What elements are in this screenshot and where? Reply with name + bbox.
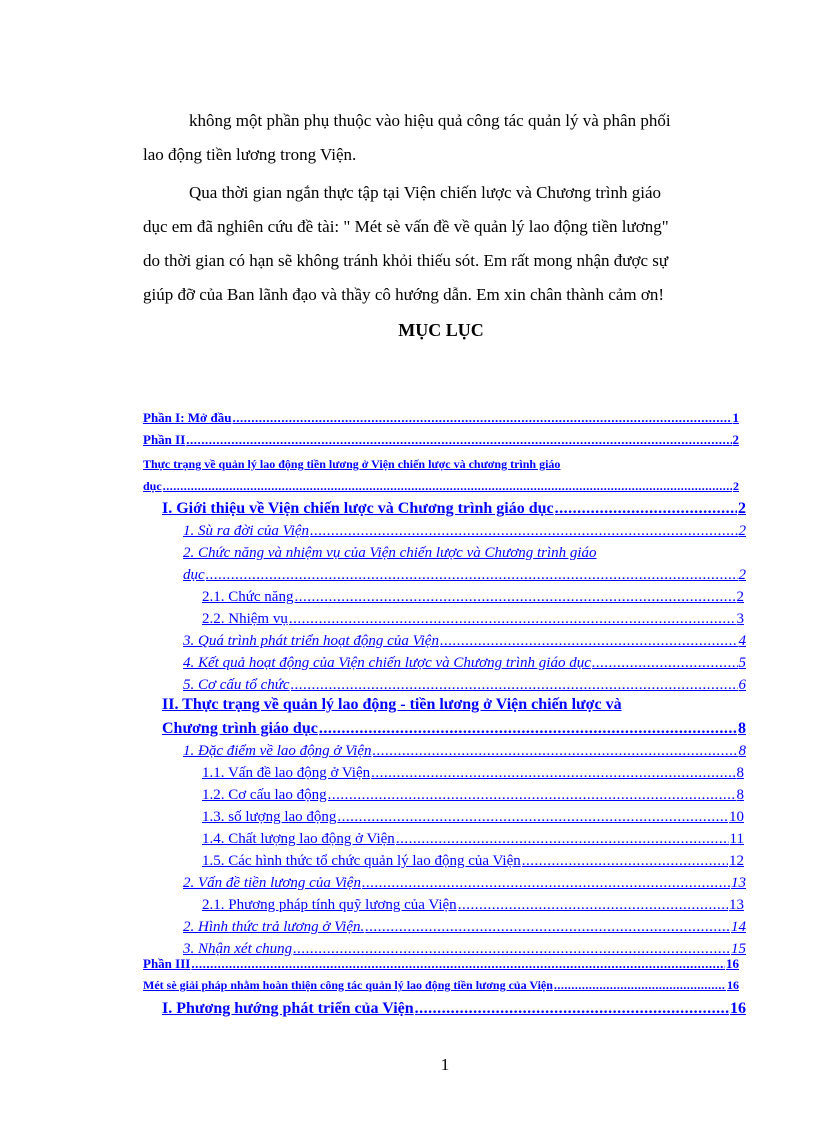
toc-entry-title: 2. Hình thức trả lương ở Viện. <box>183 919 365 935</box>
toc-leader <box>365 919 730 936</box>
toc-entry[interactable] <box>183 738 746 760</box>
toc-leader <box>163 479 732 494</box>
toc-leader <box>289 611 736 628</box>
paragraph-line: không một phần phụ thuộc vào hiệu quả công tác quản lý và phân phối <box>189 111 671 130</box>
toc-entry-title: 1. Sù ra đời của Viện <box>183 523 310 539</box>
toc-leader <box>186 432 731 448</box>
toc-entry[interactable] <box>143 406 739 426</box>
toc-entry[interactable] <box>162 716 746 738</box>
toc-entry[interactable] <box>183 562 746 584</box>
toc-leader <box>415 1000 729 1018</box>
toc-leader <box>232 410 731 426</box>
toc-entry-page: 6 <box>738 677 746 693</box>
toc-entry-page: 2 <box>738 523 746 539</box>
toc-entry[interactable] <box>202 782 744 804</box>
page-number: 1 <box>440 1055 450 1074</box>
toc-entry-page: 5 <box>738 655 746 671</box>
toc-entry-page: 8 <box>736 765 744 781</box>
toc-entry-page: 14 <box>731 919 746 935</box>
toc-entry-title: Phần III <box>143 956 191 971</box>
toc-entry-page: 10 <box>729 809 744 825</box>
toc-entry-title: dục <box>143 479 162 493</box>
toc-entry-page: 11 <box>729 831 744 847</box>
toc-entry-page: 13 <box>731 875 746 891</box>
toc-entry-page: 2 <box>732 432 739 447</box>
toc-entry-page: 8 <box>736 787 744 803</box>
paragraph-line: do thời gian có hạn sẽ không tránh khỏi thiếu sót. Em rất mong nhận được sự <box>143 251 669 270</box>
toc-entry-title: dục <box>183 567 205 583</box>
toc-leader <box>362 875 730 892</box>
toc-leader <box>328 787 736 804</box>
toc-leader <box>396 831 729 848</box>
toc-entry-title: 4. Kết quả hoạt động của Viện chiến lược và Chương trình giáo dục <box>183 655 591 671</box>
toc-entry-title: 3. Quá trình phát triển hoạt động của Viện <box>183 633 439 649</box>
toc-entry-page: 2 <box>738 567 746 583</box>
toc-entry[interactable] <box>183 540 746 562</box>
toc-entry[interactable] <box>202 584 744 606</box>
toc-entry-page: 8 <box>738 743 746 759</box>
toc-entry[interactable] <box>183 672 746 694</box>
toc-entry[interactable] <box>183 650 746 672</box>
toc-entry-page: 8 <box>738 720 746 737</box>
toc-entry-title: Chương trình giáo dục <box>162 720 318 737</box>
toc-entry-title: II. Thực trạng về quản lý lao động - tiền lương ở Viện chiến lược và <box>162 696 622 713</box>
toc-entry[interactable] <box>162 994 746 1018</box>
toc-entry-title: 1.1. Vấn đề lao động ở Viện <box>202 765 371 781</box>
toc-entry-title: 3. Nhận xét chung <box>183 941 293 957</box>
toc-leader <box>554 978 726 993</box>
toc-entry-title: Thực trạng về quản lý lao động tiền lương ở Viện chiến lược và chương trình giáo <box>143 457 561 471</box>
toc-entry-title: 1.5. Các hình thức tổ chức quản lý lao động của Viện <box>202 853 521 869</box>
toc-leader <box>337 809 728 826</box>
toc-entry[interactable] <box>202 760 744 782</box>
toc-leader <box>319 720 737 738</box>
toc-entry[interactable] <box>202 804 744 826</box>
toc-leader <box>555 500 737 518</box>
paragraph-line: dục em đã nghiên cứu đề tài: " Mét sè vấn đề về quản lý lao động tiền lương" <box>143 217 669 236</box>
toc-entry[interactable] <box>143 973 739 993</box>
toc-entry[interactable] <box>183 628 746 650</box>
toc-entry-title: 1.2. Cơ cấu lao động <box>202 787 327 803</box>
toc-leader <box>310 523 737 540</box>
toc-entry-title: 2. Vấn đề tiền lương của Viện <box>183 875 361 891</box>
toc-entry-title: 1. Đặc điểm về lao động ở Viện <box>183 743 372 759</box>
toc-entry-page: 16 <box>727 978 739 992</box>
toc-entry[interactable] <box>143 452 739 472</box>
toc-entry-title: I. Giới thiệu về Viện chiến lược và Chương trình giáo dục <box>162 500 554 517</box>
toc-entry[interactable] <box>183 870 746 892</box>
toc-entry-page: 12 <box>729 853 744 869</box>
toc-entry[interactable] <box>202 892 744 914</box>
toc-entry-title: 1.4. Chất lượng lao động ở Viện <box>202 831 395 847</box>
toc-entry-page: 2 <box>736 589 744 605</box>
toc-leader <box>206 567 738 584</box>
toc-entry-title: Phần II <box>143 432 186 447</box>
toc-entry[interactable] <box>162 496 746 518</box>
toc-entry-page: 16 <box>730 1000 746 1017</box>
toc-entry[interactable] <box>202 848 744 870</box>
toc-entry-title: 2.1. Phương pháp tính quỹ lương của Viện <box>202 897 457 913</box>
toc-entry[interactable] <box>162 692 746 714</box>
toc-entry-page: 16 <box>726 956 739 971</box>
toc-leader <box>592 655 738 672</box>
toc-entry[interactable] <box>143 954 739 972</box>
toc-entry-title: 5. Cơ cấu tổ chức <box>183 677 290 693</box>
toc-entry-title: 2.1. Chức năng <box>202 589 294 605</box>
toc-entry-title: I. Phương hướng phát triển của Viện <box>162 1000 414 1017</box>
paragraph-line: lao động tiền lương trong Viện. <box>143 145 357 164</box>
toc-entry-page: 3 <box>736 611 744 627</box>
toc-entry-page: 2 <box>738 500 746 517</box>
toc-entry-page: 15 <box>731 941 746 957</box>
toc-leader <box>373 743 738 760</box>
toc-entry-title: 2.2. Nhiệm vụ <box>202 611 288 627</box>
toc-leader <box>371 765 735 782</box>
toc-entry[interactable] <box>183 518 746 540</box>
toc-entry[interactable] <box>202 606 744 628</box>
toc-entry-title: Phần I: Mở đầu <box>143 410 232 425</box>
paragraph-line: Qua thời gian ngắn thực tập tại Viện chiến lược và Chương trình giáo <box>189 183 662 202</box>
paragraph-line: giúp đỡ của Ban lãnh đạo và thầy cô hướng dẫn. Em xin chân thành cảm ơn! <box>143 285 665 304</box>
toc-entry[interactable] <box>143 474 739 494</box>
toc-heading: MỤC LỤC <box>398 320 484 340</box>
toc-entry-page: 1 <box>732 410 739 425</box>
toc-entry-page: 2 <box>733 479 739 493</box>
toc-entry[interactable] <box>183 914 746 936</box>
toc-entry-title: 1.3. số lượng lao động <box>202 809 337 825</box>
toc-entry[interactable] <box>202 826 744 848</box>
toc-entry-page: 4 <box>738 633 746 649</box>
toc-leader <box>294 589 735 606</box>
toc-entry-title: Mét sè giải pháp nhằm hoàn thiện công tác quản lý lao động tiền lương của Viện <box>143 978 553 992</box>
toc-leader <box>522 853 728 870</box>
toc-leader <box>191 956 725 972</box>
toc-leader <box>440 633 738 650</box>
toc-leader <box>458 897 728 914</box>
toc-entry-title: 2. Chức năng và nhiệm vụ của Viện chiến lược và Chương trình giáo <box>183 545 597 561</box>
toc-entry-page: 13 <box>729 897 744 913</box>
toc-entry[interactable] <box>143 428 739 448</box>
